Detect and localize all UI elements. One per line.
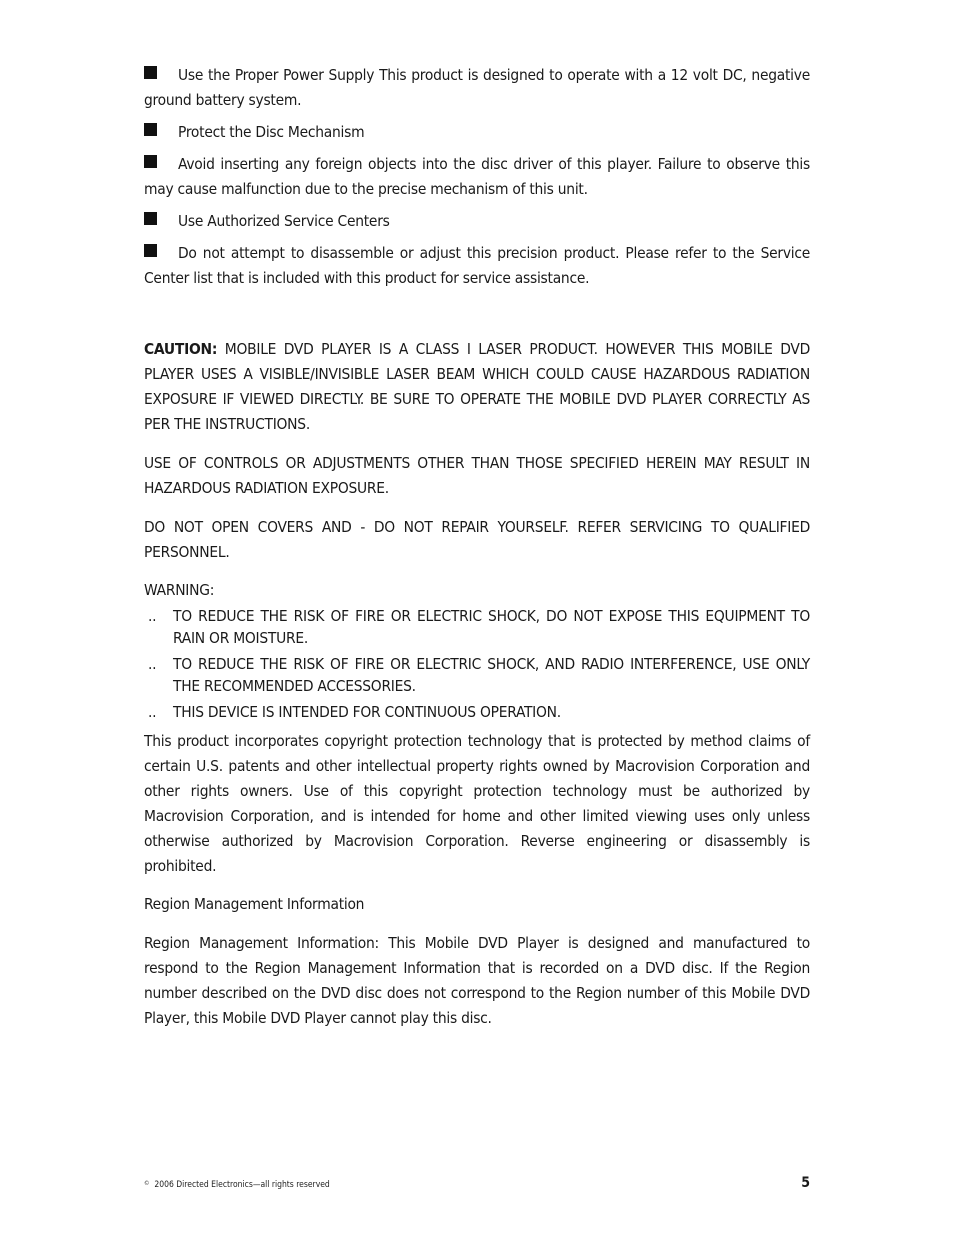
region-title: Region Management Information: [144, 894, 365, 913]
controls-notice: USE OF CONTROLS OR ADJUSTMENTS OTHER THAN THOSE SPECIFIED HEREIN MAY RESULT IN HAZARDOUS RADIATION EXPOSURE.: [144, 454, 810, 497]
warning-marker: ..: [148, 703, 157, 721]
warning-marker: ..: [148, 607, 157, 625]
copyright-paragraph: This product incorporates copyright protection technology that is protected by method claims of certain U.S. patents and other intellectual property rights owned by Macrovision Corporation and other rights owners. Use of this copyright protection technology must be authorized by Macrovision Corporation, and is intended for home and other limited viewing uses only unless otherwise authorized by Macrovision Corporation. Reverse engineering or disassembly is prohibited.: [144, 731, 810, 875]
bullet-text: Use Authorized Service Centers: [178, 212, 390, 230]
bullet-text: Protect the Disc Mechanism: [178, 123, 365, 141]
caution-label: CAUTION:: [144, 340, 218, 358]
warning-item-text: TO REDUCE THE RISK OF FIRE OR ELECTRIC SHOCK, DO NOT EXPOSE THIS EQUIPMENT TO RAIN OR MOISTURE.: [173, 607, 810, 647]
bullet-paragraph: [144, 209, 810, 234]
warning-item: [144, 702, 810, 724]
footer-text: 2006 Directed Electronics—all rights reserved: [154, 1180, 330, 1190]
warning-item-text: THIS DEVICE IS INTENDED FOR CONTINUOUS OPERATION.: [173, 703, 561, 721]
bullet-text: Do not attempt to disassemble or adjust this precision product. Please refer to the Service Center list that is included with this product for service assistance.: [144, 244, 810, 287]
square-bullet-icon: [144, 66, 157, 79]
bullet-paragraph: [144, 241, 810, 291]
bullet-paragraph: [144, 152, 810, 202]
warning-item: [144, 654, 810, 697]
warning-item-text: TO REDUCE THE RISK OF FIRE OR ELECTRIC SHOCK, AND RADIO INTERFERENCE, USE ONLY THE RECOMMENDED ACCESSORIES.: [173, 655, 810, 695]
bullet-text: Avoid inserting any foreign objects into the disc driver of this player. Failure to observe this may cause malfunction due to the precise mechanism of this unit.: [144, 155, 810, 198]
bullet-text: Use the Proper Power Supply This product is designed to operate with a 12 volt DC, negative ground battery system.: [144, 66, 810, 109]
square-bullet-icon: [144, 123, 157, 136]
square-bullet-icon: [144, 212, 157, 225]
warning-title: WARNING:: [144, 581, 215, 599]
warning-marker: ..: [148, 655, 157, 673]
caution-text: MOBILE DVD PLAYER IS A CLASS I LASER PRODUCT. HOWEVER THIS MOBILE DVD PLAYER USES A VISIBLE/INVISIBLE LASER BEAM WHICH COULD CAUSE HAZARDOUS RADIATION EXPOSURE IF VIEWED DIRECTLY. BE SURE TO OPERATE THE MOBILE DVD PLAYER CORRECTLY AS PER THE INSTRUCTIONS.: [144, 340, 810, 433]
covers-notice: DO NOT OPEN COVERS AND - DO NOT REPAIR YOURSELF. REFER SERVICING TO QUALIFIED PERSONNEL.: [144, 518, 810, 561]
caution-paragraph: [144, 337, 810, 437]
square-bullet-icon: [144, 155, 157, 168]
page-content: [144, 63, 810, 1031]
warning-list: [144, 606, 810, 724]
bullet-paragraph: [144, 120, 810, 145]
bullet-paragraph: [144, 63, 810, 113]
copyright-symbol: ©: [144, 1180, 150, 1187]
region-paragraph: Region Management Information: This Mobile DVD Player is designed and manufactured to respond to the Region Management Information that is recorded on a DVD disc. If the Region number described on the DVD disc does not correspond to the Region number of this Mobile DVD Player, this Mobile DVD Player cannot play this disc.: [144, 933, 810, 1027]
footer-copyright: [144, 1180, 330, 1190]
square-bullet-icon: [144, 244, 157, 257]
page-number: 5: [801, 1175, 810, 1191]
warning-item: [144, 606, 810, 649]
